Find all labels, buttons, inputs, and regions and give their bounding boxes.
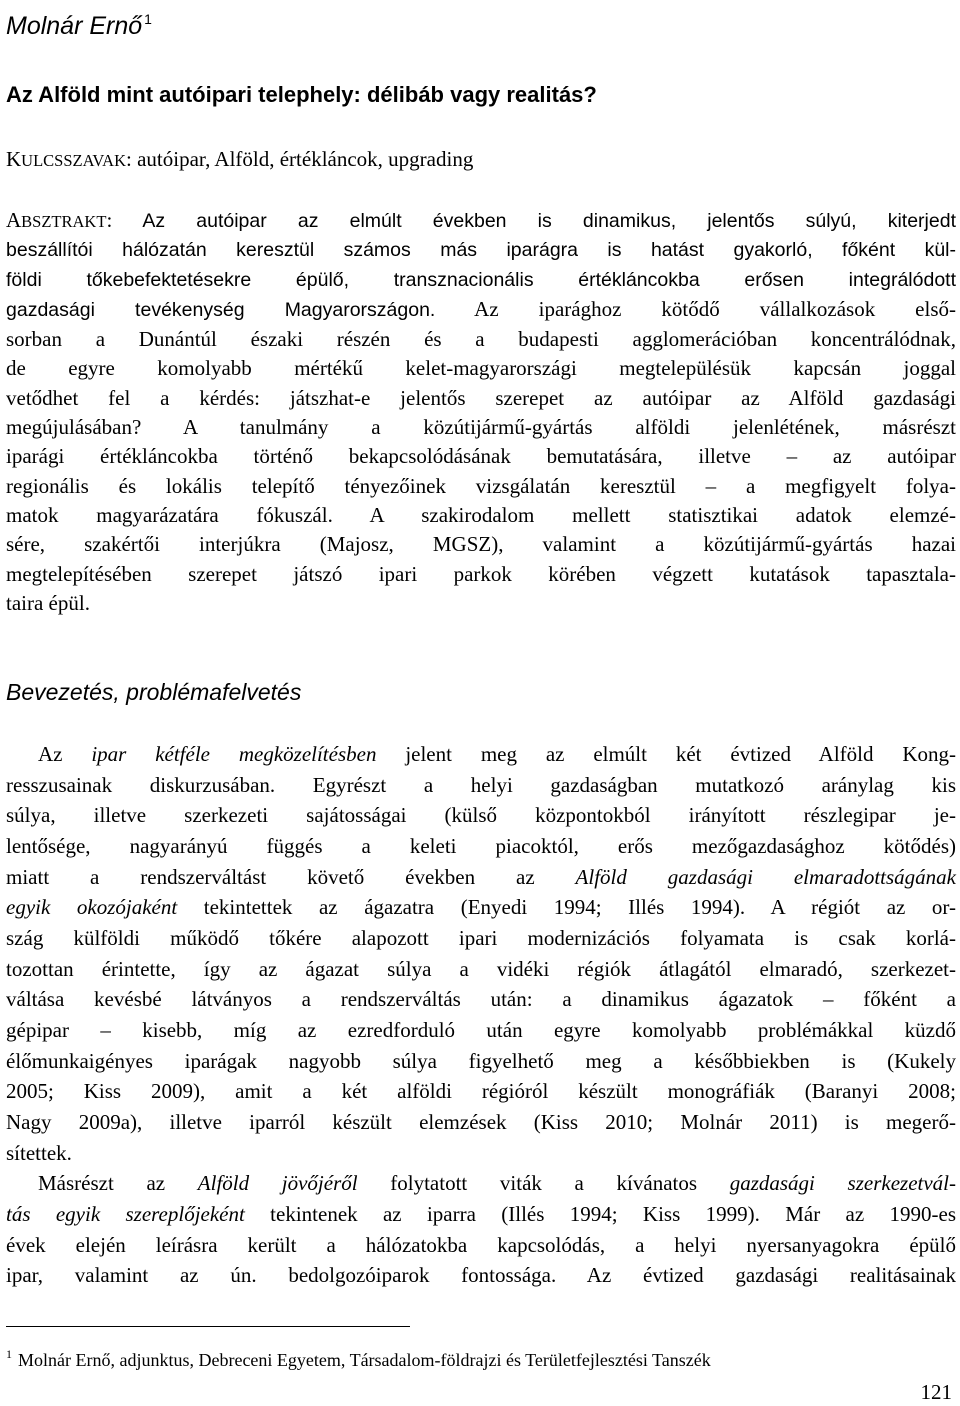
abstract-text: Az iparághoz kötődő vállalkozások első- xyxy=(435,296,957,321)
body-text-span: jelent meg az elmúlt két évtized Alföld Kong- xyxy=(376,742,956,766)
abstract-line: beszállítói hálózatán keresztül számos más iparágra is hatást gyakorló, főként kül- xyxy=(6,239,956,262)
abstract-line: iparági értékláncokba történő bekapcsolódásának bemutatására, illetve – az autóipar xyxy=(6,444,956,469)
abstract-colon: : xyxy=(106,208,113,232)
abstract-text: matok magyarázatára fókuszál. xyxy=(6,502,333,527)
body-line xyxy=(6,1199,956,1230)
body-line: tozottan érintette, így az ágazat súlya a vidéki régiók átlagától elmaradó, szerkezet- xyxy=(6,956,956,981)
footnote-mark: 1 xyxy=(6,1347,12,1361)
body-line: sítettek. xyxy=(6,1140,72,1165)
body-line: szág külföldi működő tőkére alapozott ipari modernizációs folyamata is csak korlá- xyxy=(6,925,956,950)
body-text xyxy=(6,739,956,1291)
abstract-line: regionális és lokális telepítő tényezőinek vizsgálatán keresztül – a megfigyelt folya- xyxy=(6,473,956,498)
author-name xyxy=(6,4,152,41)
section-heading: Bevezetés, problémafelvetés xyxy=(6,679,302,705)
body-italic: Alföld jövőjéről xyxy=(197,1171,358,1196)
keywords-label-cap: K xyxy=(6,147,22,171)
body-text-span: Az xyxy=(38,742,92,766)
body-italic: ipar kétféle megközelítésben xyxy=(91,742,377,766)
page-number: 121 xyxy=(920,1380,952,1404)
keywords xyxy=(6,145,473,175)
abstract-line xyxy=(6,206,956,236)
body-line: élőmunkaigényes iparágak nagyobb súlya figyelhető meg a későbbiekben is (Kukely xyxy=(6,1048,956,1073)
keywords-label-rest: ULCSSZAVAK xyxy=(21,151,127,170)
body-line: ipar, valamint az ún. bedolgozóiparok fontossága. Az évtized gazdasági realitásainak xyxy=(6,1263,956,1288)
body-text-span: Másrészt az xyxy=(38,1171,198,1196)
abstract-line: taira épül. xyxy=(6,590,90,615)
body-line: váltása kevésbé látványos a rendszerváltás után: a dinamikus ágazatok – főként a xyxy=(6,987,956,1012)
article-title: Az Alföld mint autóipari telephely: délibáb vagy realitás? xyxy=(6,82,597,107)
abstract-line: megtelepítésében szerepet játszó ipari parkok körében végzett kutatások tapasztala- xyxy=(6,561,956,586)
abstract xyxy=(6,206,956,618)
body-line xyxy=(6,1168,956,1199)
abstract-text: megújulásában? xyxy=(6,415,142,440)
body-italic: tás egyik szereplőjeként xyxy=(6,1201,245,1226)
keywords-colon: : xyxy=(126,147,132,171)
body-line: 2005; Kiss 2009), amit a két alföldi régióról készült monográfiák (Baranyi 2008; xyxy=(6,1079,956,1104)
footnote xyxy=(6,1342,711,1372)
abstract-line xyxy=(6,501,956,530)
keywords-list: autóipar, Alföld, értékláncok, upgrading xyxy=(137,147,474,171)
body-line: Nagy 2009a), illetve iparról készült elemzések (Kiss 2010; Molnár 2011) is megerő- xyxy=(6,1109,956,1134)
body-text-span: tekintenek az iparra (Illés 1994; Kiss 1999). Már az 1990-es xyxy=(244,1201,956,1226)
body-line xyxy=(6,739,956,770)
abstract-line xyxy=(6,295,956,325)
abstract-line: földi tőkebefektetésekre épülő, transznacionális értékláncokba erősen integrálódott xyxy=(6,268,956,291)
footnote-rule xyxy=(6,1326,410,1327)
body-text-span: tekintettek az ágazatra (Enyedi 1994; Illés 1994). A régiót az or- xyxy=(177,895,956,920)
body-line: évek elején leírásra került a hálózatokba kapcsolódás, a helyi nyersanyagokra épülő xyxy=(6,1232,956,1257)
body-text-span: folytatott viták a kívánatos xyxy=(357,1171,730,1196)
body-text-span: miatt a rendszerváltást követő években az xyxy=(6,864,576,889)
abstract-label-cap: A xyxy=(6,208,22,232)
abstract-line xyxy=(6,413,956,442)
body-line: resszusainak diskurzusában. Egyrészt a helyi gazdaságban mutatkozó aránylag kis xyxy=(6,772,956,797)
footnote-text: Molnár Ernő, adjunktus, Debreceni Egyetem, Társadalom-földrajzi és Területfejlesztési Tanszék xyxy=(18,1350,711,1370)
abstract-line: de egyre komolyabb mértékű kelet-magyarországi megtelepülésük kapcsán joggal xyxy=(6,356,956,381)
body-line xyxy=(6,892,956,923)
body-italic: gazdasági szerkezetvál- xyxy=(729,1171,957,1196)
body-line: gépipar – kisebb, míg az ezredforduló után egyre komolyabb problémákkal küzdő xyxy=(6,1017,956,1042)
body-line: súlya, illetve szerkezeti sajátosságai (külső központokból irányított részlegipar je- xyxy=(6,803,956,828)
abstract-label-rest: BSZTRAKT xyxy=(21,212,107,231)
body-line: lentősége, nagyarányú függés a keleti piacoktól, erős mezőgazdasághoz kötődés) xyxy=(6,833,956,858)
abstract-line: sorban a Dunántúl északi részén és a budapesti agglomerációban koncentrálódnak, xyxy=(6,327,956,352)
body-italic: Alföld gazdasági elmaradottságának xyxy=(575,864,956,889)
author-text: Molnár Ernő xyxy=(6,12,143,40)
abstract-text: A szakirodalom mellett statisztikai adatok elemzé- xyxy=(332,502,956,527)
abstract-line: sére, szakértői interjúkra (Majosz, MGSZ), valamint a közútijármű-gyártás hazai xyxy=(6,532,956,557)
body-line xyxy=(6,862,956,893)
body-italic: egyik okozójaként xyxy=(6,895,178,920)
abstract-text: gazdasági tevékenység Magyarországon. xyxy=(6,298,436,321)
abstract-text: Az autóipar az elmúlt években is dinamikus, jelentős súlyú, kiterjedt xyxy=(112,210,956,232)
abstract-text: A tanulmány a közútijármű-gyártás alföldi jelenlétének, másrészt xyxy=(141,415,956,440)
author-footnote-mark: 1 xyxy=(144,11,152,27)
abstract-line: vetődhet fel a kérdés: játszhat-e jelentős szerepet az autóipar az Alföld gazdasági xyxy=(6,385,956,410)
